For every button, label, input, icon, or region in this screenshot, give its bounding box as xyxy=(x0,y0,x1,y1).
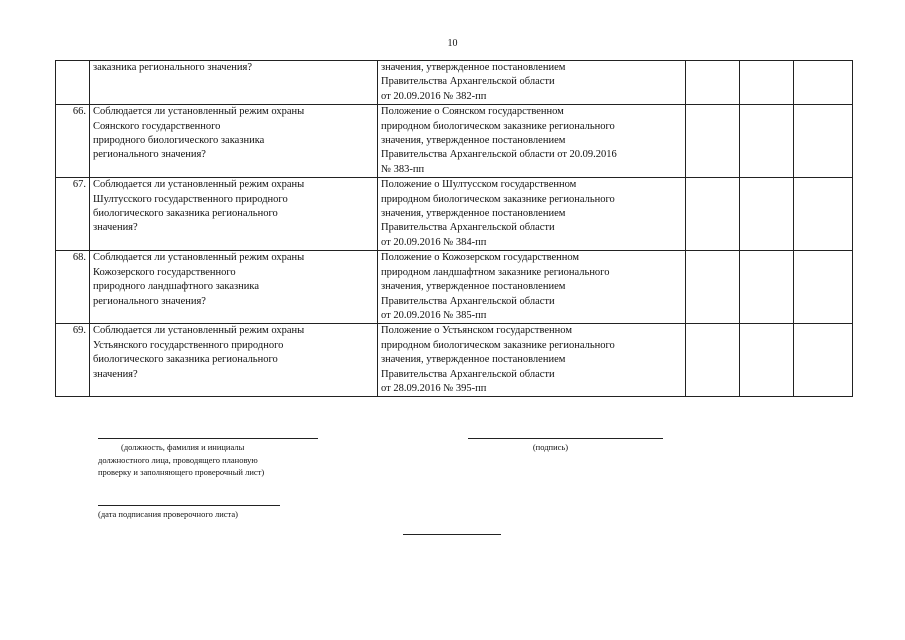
answer-yes-cell[interactable] xyxy=(686,324,740,397)
question-line: Соблюдается ли установленный режим охраны xyxy=(93,106,305,118)
answer-na-cell[interactable] xyxy=(794,251,853,324)
reference-line: от 20.09.2016 № 384-пп xyxy=(381,236,487,248)
reference-line: Правительства Архангельской области от 20.09.2016 xyxy=(381,149,617,161)
official-caption: (должность, фамилия и инициалы должностного лица, проводящего плановую проверку и заполняющего проверочный лист) xyxy=(98,442,265,477)
reference-cell xyxy=(378,61,686,105)
table-row xyxy=(56,178,853,251)
question-line: Соблюдается ли установленный режим охраны xyxy=(93,179,305,191)
date-caption: (дата подписания проверочного листа) xyxy=(98,509,238,519)
signature-rule xyxy=(468,438,663,439)
checklist-table xyxy=(55,60,853,397)
question-line: значения? xyxy=(93,222,138,234)
answer-na-cell[interactable] xyxy=(794,61,853,105)
question-line: природного биологического заказника xyxy=(93,135,265,147)
page-number: 10 xyxy=(447,38,458,49)
reference-line: Правительства Архангельской области xyxy=(381,222,555,234)
table-row xyxy=(56,251,853,324)
question-line: биологического заказника регионального xyxy=(93,354,278,366)
table-row xyxy=(56,324,853,397)
reference-cell xyxy=(378,105,686,178)
table-row xyxy=(56,105,853,178)
question-cell xyxy=(90,324,378,397)
row-number: 67. xyxy=(56,178,90,251)
answer-no-cell[interactable] xyxy=(740,324,794,397)
answer-yes-cell[interactable] xyxy=(686,61,740,105)
reference-cell xyxy=(378,251,686,324)
reference-cell xyxy=(378,178,686,251)
reference-line: Положение о Устьянском государственном xyxy=(381,325,572,337)
answer-yes-cell[interactable] xyxy=(686,105,740,178)
reference-line: от 20.09.2016 № 385-пп xyxy=(381,309,487,321)
row-number: 68. xyxy=(56,251,90,324)
question-cell xyxy=(90,61,378,105)
reference-line: от 28.09.2016 № 395-пп xyxy=(381,382,487,394)
answer-no-cell[interactable] xyxy=(740,61,794,105)
end-rule xyxy=(403,534,501,535)
reference-line: природном ландшафтном заказнике регионального xyxy=(381,266,610,278)
date-rule xyxy=(98,505,280,506)
signature-caption: (подпись) xyxy=(532,442,569,452)
question-cell xyxy=(90,105,378,178)
question-cell xyxy=(90,251,378,324)
reference-line: значения, утвержденное постановлением xyxy=(381,135,566,147)
reference-line: природном биологическом заказнике регионального xyxy=(381,339,615,351)
question-line: Соблюдается ли установленный режим охраны xyxy=(93,252,305,264)
reference-line: Правительства Архангельской области xyxy=(381,368,555,380)
question-line: Устьянского государственного природного xyxy=(93,339,284,351)
reference-line: природном биологическом заказнике регионального xyxy=(381,120,615,132)
table-row xyxy=(56,61,853,105)
answer-no-cell[interactable] xyxy=(740,178,794,251)
question-line: значения? xyxy=(93,368,138,380)
answer-na-cell[interactable] xyxy=(794,105,853,178)
question-line: Кожозерского государственного xyxy=(93,266,236,278)
row-number xyxy=(56,61,90,105)
reference-line: Положение о Кожозерском государственном xyxy=(381,252,580,264)
question-line: Соянского государственного xyxy=(93,120,221,132)
question-line: регионального значения? xyxy=(93,149,206,161)
reference-line: значения, утвержденное постановлением xyxy=(381,281,566,293)
question-cell xyxy=(90,178,378,251)
reference-line: от 20.09.2016 № 382-пп xyxy=(381,90,487,102)
reference-line: природном биологическом заказнике регионального xyxy=(381,193,615,205)
question-line: регионального значения? xyxy=(93,295,206,307)
answer-na-cell[interactable] xyxy=(794,324,853,397)
answer-na-cell[interactable] xyxy=(794,178,853,251)
reference-line: Правительства Архангельской области xyxy=(381,295,555,307)
answer-no-cell[interactable] xyxy=(740,105,794,178)
row-number: 69. xyxy=(56,324,90,397)
official-signature-rule xyxy=(98,438,318,439)
question-line: заказника регионального значения? xyxy=(93,62,252,73)
answer-yes-cell[interactable] xyxy=(686,251,740,324)
reference-line: Положение о Шултусском государственном xyxy=(381,179,577,191)
reference-cell xyxy=(378,324,686,397)
reference-line: Положение о Соянском государственном xyxy=(381,106,564,118)
reference-line: значения, утвержденное постановлением xyxy=(381,208,566,220)
question-line: Соблюдается ли установленный режим охраны xyxy=(93,325,305,337)
reference-line: № 383-пп xyxy=(381,163,425,175)
answer-no-cell[interactable] xyxy=(740,251,794,324)
reference-line: значения, утвержденное постановлением xyxy=(381,354,566,366)
question-line: Шултусского государственного природного xyxy=(93,193,288,205)
question-line: природного ландшафтного заказника xyxy=(93,281,260,293)
reference-line: значения, утвержденное постановлением xyxy=(381,62,566,73)
reference-line: Правительства Архангельской области xyxy=(381,76,555,88)
row-number: 66. xyxy=(56,105,90,178)
answer-yes-cell[interactable] xyxy=(686,178,740,251)
question-line: биологического заказника регионального xyxy=(93,208,278,220)
